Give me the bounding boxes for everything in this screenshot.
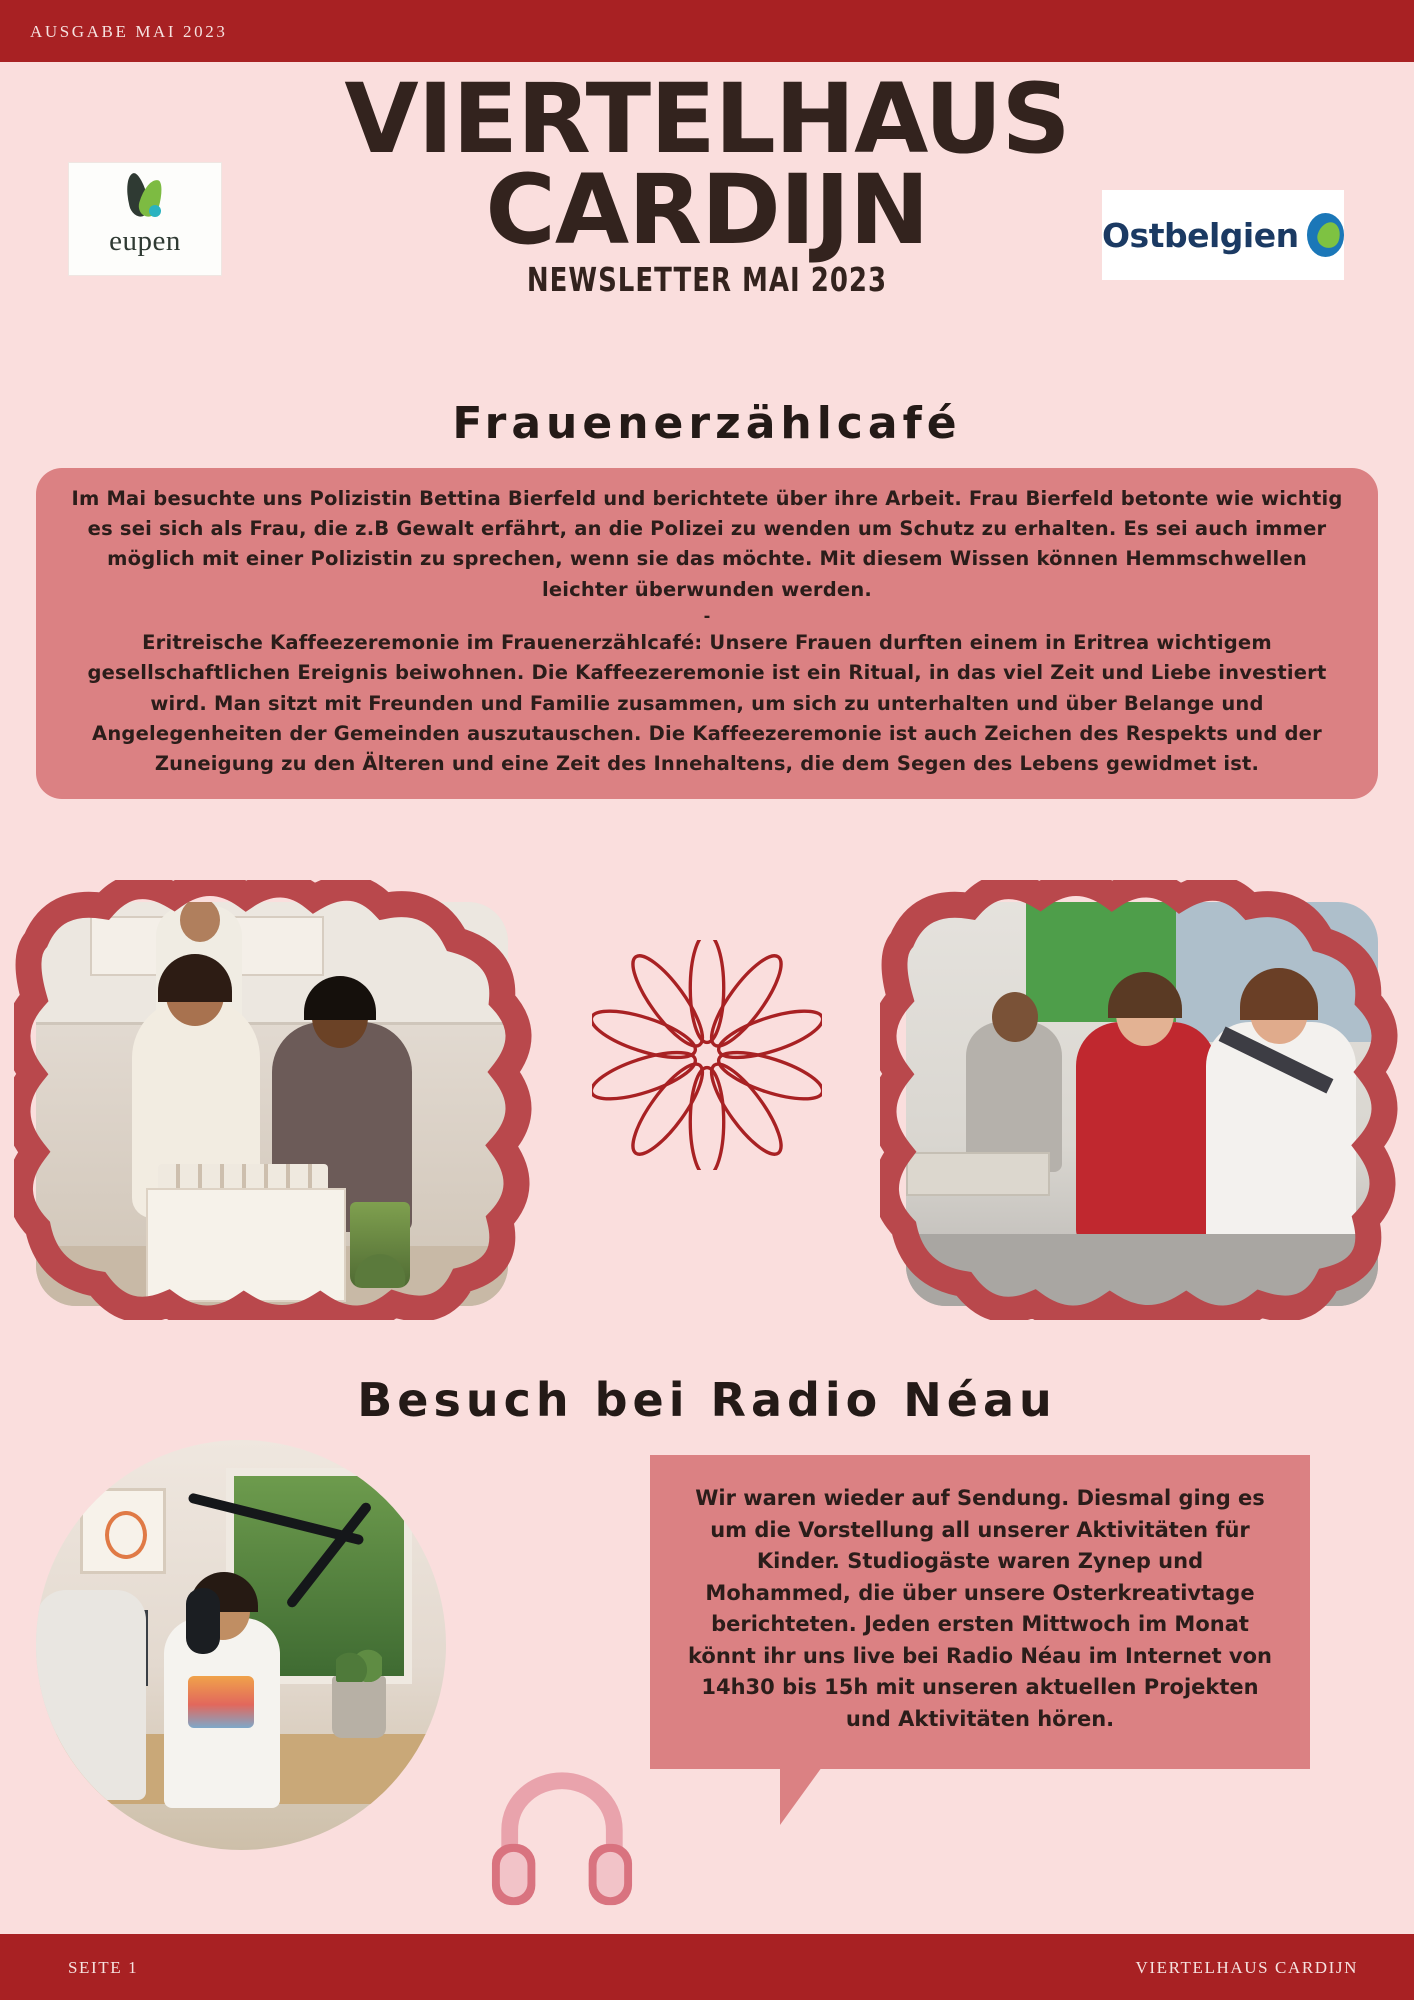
frauen-paragraph-2: Eritreische Kaffeezeremonie im Frauenerzählcafé: Unsere Frauen durften einem in Eritrea wichtigem gesellschaftlichen Ereignis beiwohnen. Die Kaffeezeremonie ist ein Ritual, in das viel Zeit und Liebe investiert wird. Man sitzt mit Freunden und Familie zusammen, um sich zu unterhalten und über Belange und Angelegenheiten der Gemeinden auszutauschen. Die Kaffeezeremonie ist auch Zeichen des Respekts und der Zuneigung zu den Älteren und eine Zeit des Innehaltens, die dem Segen des Lebens gewidmet ist. <box>87 631 1327 776</box>
title-line-2: CARDIJN <box>485 154 929 267</box>
frauen-paragraph-1: Im Mai besuchte uns Polizistin Bettina Bierfeld und berichtete über ihre Arbeit. Frau Bierfeld betonte wie wichtig es sei sich als Frau, die z.B Gewalt erfährt, an die Polizei zu wenden um Schutz zu erhalten. Es sei auch immer möglich mit einer Polizistin zu sprechen, wenn sie das möchte. Mit diesem Wissen können Hemmschwellen leichter überwunden werden. <box>71 487 1343 601</box>
photo-frame-left-scallop <box>14 880 534 1320</box>
footer-page-number: SEITE 1 <box>68 1958 139 1977</box>
frauenerzaehlcafe-text-panel <box>36 468 1378 799</box>
newsletter-subtitle: NEWSLETTER MAI 2023 <box>526 262 888 301</box>
footer-brand-label: VIERTELHAUS CARDIJN <box>1135 1958 1358 1977</box>
issue-label: AUSGABE MAI 2023 <box>30 22 228 41</box>
frauen-separator: - <box>703 604 711 627</box>
title-line-1: VIERTELHAUS <box>344 63 1070 175</box>
ostbelgien-logo <box>1102 190 1344 280</box>
ostbelgien-circle-logo-icon <box>1307 213 1344 257</box>
photo-frame-right-scallop <box>880 880 1400 1320</box>
eupen-leaf-logo-icon <box>115 171 175 223</box>
eupen-logo-label: eupen <box>109 225 181 257</box>
headphones-icon <box>488 1764 636 1914</box>
eupen-logo <box>68 162 222 276</box>
flower-outline-icon <box>592 940 822 1170</box>
speech-bubble-tail <box>780 1767 822 1825</box>
photo-radio-studio <box>36 1440 446 1850</box>
footer-banner <box>0 1934 1414 2000</box>
ostbelgien-logo-label: Ostbelgien <box>1102 215 1299 255</box>
radio-neau-speech-bubble <box>650 1455 1310 1769</box>
radio-paragraph: Wir waren wieder auf Sendung. Diesmal ging es um die Vorstellung all unserer Aktivitäten für Kinder. Studiogäste waren Zynep und Mohammed, die über unsere Osterkreativtage berichteten. Jeden ersten Mittwoch im Monat könnt ihr uns live bei Radio Néau im Internet von 14h30 bis 15h mit unseren aktuellen Projekten und Aktivitäten hören. <box>688 1486 1272 1731</box>
section-heading-frauenerzaehlcafe: Frauenerzählcafé <box>452 398 962 449</box>
masthead <box>0 62 1414 362</box>
section-heading-radio-neau: Besuch bei Radio Néau <box>357 1373 1057 1427</box>
top-banner <box>0 0 1414 62</box>
